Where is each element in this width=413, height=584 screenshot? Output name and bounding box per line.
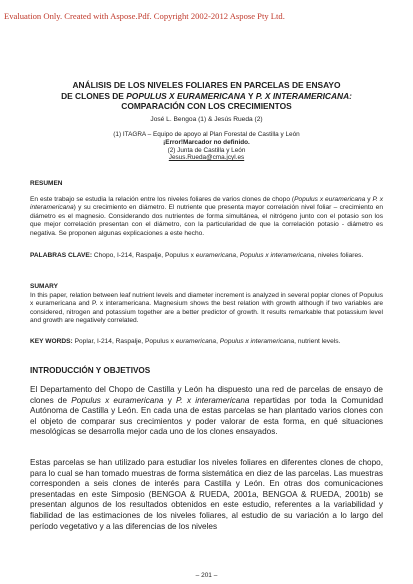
resumen-species: P. x interamericana (30, 196, 384, 212)
title-line-1: ANÁLISIS DE LOS NIVELES FOLIARES EN PARCELAS DE ENSAYO (72, 80, 341, 90)
title-line-3: COMPARACIÓN CON LOS CRECIMIENTOS (121, 101, 292, 112)
intro-species: P. x interamericana (176, 395, 250, 405)
paper-title (40, 80, 373, 112)
intro-paragraph-1 (30, 385, 383, 438)
error-marker: ¡Error!Marcador no definido. (163, 138, 250, 146)
intro-part: El Departamento del Chopo de Castilla y León ha dispuesto una red de parcelas de ensayo de clones de (30, 385, 383, 405)
affiliation-1: (1) ITAGRA – Equipo de apoyo al Plan Forestal de Castilla y León (113, 131, 300, 138)
intro-part: y (163, 395, 177, 405)
resumen-text (30, 196, 383, 238)
palabras-clave (30, 252, 383, 260)
resumen-species: Populus x euramericana (294, 196, 366, 203)
keywords-part: , niveles foliares. (314, 252, 364, 259)
resumen-part: En este trabajo se estudia la relación entre los niveles foliares de varios clones de chopo ( (30, 196, 295, 203)
keywords-part: , nutrient levels. (294, 338, 341, 345)
keywords-part: , (236, 252, 240, 259)
intro-part: repartidas por toda la Comunidad Autónoma de Castilla y León. En cada una de estas parcelas se han plantado varios clones con el objeto de comparar sus crecimientos y poder valorar de esta forma, en qué situaciones mesológicas se desarrolla mejor cada uno de los clones ensayados. (30, 395, 384, 437)
keywords-part: , (216, 338, 220, 345)
resumen-part: ) y su crecimiento en diámetro. El nutriente que presenta mayor correlación nivel foliar – crecimiento en diámetro es el magnesio. Considerando dos nutrientes de forma simultánea, el nitrógeno junto con el potasio son los que mejor correlación presentan con el diámetro, con la particularidad de que la correlación potasio - diámetro es negativa. Se proponen algunas explicaciones a este hecho. (30, 204, 383, 237)
resumen-part: y (365, 196, 373, 203)
keywords-part: Poplar, I-214, Raspalje, Populus x (72, 338, 176, 345)
keywords-species: Populus x interamericana (219, 338, 295, 345)
title-text: Y (245, 90, 256, 101)
affiliation-2: (2) Junta de Castilla y León (167, 146, 246, 154)
keywords-species: euramericana (175, 338, 217, 345)
palabras-clave-label: PALABRAS CLAVE: (30, 252, 93, 259)
summary-heading: SUMARY (30, 283, 58, 290)
title-species-1: POPULUS X EURAMERICANA (126, 90, 246, 101)
resumen-heading: RESUMEN (30, 180, 63, 187)
authors: José L. Bengoa (1) & Jesús Rueda (2) (150, 116, 263, 123)
intro-species: Populus x euramericana (71, 395, 164, 405)
keywords-part: Chopo, I-214, Raspalje, Populus x (92, 252, 196, 259)
keywords-species: Populus x interamericana (239, 252, 315, 259)
title-species-2: P. X INTERAMERICANA: (255, 90, 352, 101)
keywords-species: euramericana (195, 252, 237, 259)
affiliations (40, 131, 373, 162)
title-line-2 (40, 91, 373, 102)
key-words (30, 338, 383, 346)
intro-heading: INTRODUCCIÓN Y OBJETIVOS (30, 366, 151, 375)
title-text: DE CLONES DE (61, 90, 127, 101)
key-words-label: KEY WORDS: (30, 338, 73, 345)
page-number: – 201 – (195, 572, 218, 579)
intro-paragraph-2: Estas parcelas se han utilizado para estudiar los niveles foliares en diferentes clones de chopo, para lo cual se han tomado muestras de forma sistemática en diez de las parcelas. Las muestras corresponden a seis clones de interés para Castilla y León. En otras dos comunicaciones presentadas en este Simposio (BENGOA & RUEDA, 2001a, BENGOA & RUEDA, 2001b) se presentan algunos de los resultados obtenidos en este estudio, referentes a la variabilidad y fiabilidad de las estimaciones de los niveles foliares, al estudio de su variación a lo largo del período vegetativo y a las diferencias de los niveles (30, 458, 383, 531)
watermark: Evaluation Only. Created with Aspose.Pdf. Copyright 2002-2012 Aspose Pty Ltd. (4, 11, 285, 21)
author-email-link[interactable]: Jesus.Rueda@cma.jcyl.es (168, 154, 245, 162)
summary-text: In this paper, relation between leaf nutrient levels and diameter increment is analyzed in several poplar clones of Populus x euramericana and P. x interamericana. Magnesium shows the best relation with growth although if two variables are considered, nitrogen and potassium together are a better predictor of growth. It results remarkable that potassium level and growth are negatively correlated. (30, 292, 383, 325)
